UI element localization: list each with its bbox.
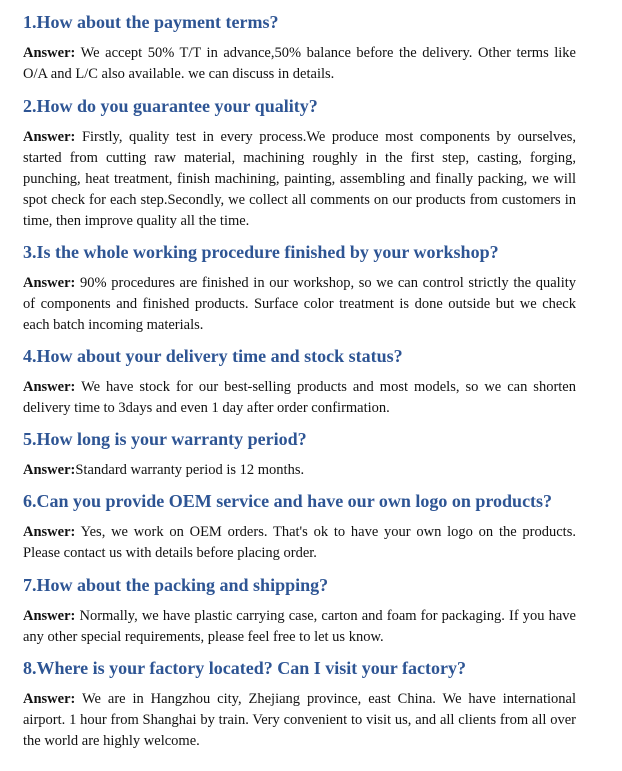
faq-answer-text-6: Yes, we work on OEM orders. That's ok to have your own logo on the products. Please contact us with details before placing order. — [23, 524, 576, 561]
faq-answer-5 — [23, 460, 576, 481]
faq-question-2: 2.How do you guarantee your quality? — [23, 96, 318, 116]
faq-question-4: 4.How about your delivery time and stock status? — [23, 346, 403, 366]
faq-item-6 — [23, 490, 576, 564]
faq-question-3: 3.Is the whole working procedure finished by your workshop? — [23, 242, 499, 262]
faq-answer-text-3: 90% procedures are finished in our workshop, so we can control strictly the quality of components and finished products. Surface color treatment is done outside but we check each batch incoming materials. — [23, 275, 576, 333]
faq-answer-8 — [23, 689, 576, 752]
answer-label: Answer: — [23, 379, 76, 395]
answer-label: Answer: — [23, 275, 76, 291]
faq-answer-6 — [23, 522, 576, 564]
faq-answer-text-1: We accept 50% T/T in advance,50% balance before the delivery. Other terms like O/A and L/C also available. we can discuss in details. — [23, 45, 576, 82]
faq-answer-text-2: Firstly, quality test in every process.We produce most components by ourselves, started from cutting raw material, machining roughly in the first step, casting, forging, punching, heat treatment, finish machining, painting, assembling and finally packing, we will spot check for each step.Secondly, we collect all comments on our products from customers in time, then improve quality all the time. — [23, 129, 577, 229]
faq-item-1 — [23, 11, 576, 85]
answer-label: Answer: — [23, 129, 76, 145]
faq-answer-3 — [23, 273, 576, 336]
faq-answer-1 — [23, 43, 576, 85]
faq-item-3 — [23, 241, 576, 336]
faq-item-2 — [23, 95, 576, 232]
answer-label: Answer: — [23, 45, 76, 61]
faq-question-1: 1.How about the payment terms? — [23, 12, 279, 32]
answer-label: Answer: — [23, 608, 76, 624]
faq-question-8: 8.Where is your factory located? Can I visit your factory? — [23, 658, 466, 678]
answer-label: Answer: — [23, 524, 76, 540]
faq-item-7 — [23, 574, 576, 648]
faq-answer-text-7: Normally, we have plastic carrying case, carton and foam for packaging. If you have any other special requirements, please feel free to let us know. — [23, 608, 576, 645]
faq-item-8 — [23, 657, 576, 752]
faq-answer-text-4: We have stock for our best-selling products and most models, so we can shorten delivery time to 3days and even 1 day after order confirmation. — [23, 379, 576, 416]
faq-question-5: 5.How long is your warranty period? — [23, 429, 307, 449]
faq-answer-text-5: Standard warranty period is 12 months. — [75, 462, 305, 478]
answer-label: Answer: — [23, 691, 76, 707]
faq-question-6: 6.Can you provide OEM service and have our own logo on products? — [23, 491, 553, 511]
faq-answer-4 — [23, 377, 576, 419]
faq-item-5 — [23, 428, 576, 481]
answer-label: Answer: — [23, 462, 76, 478]
faq-answer-2 — [23, 127, 576, 232]
faq-question-7: 7.How about the packing and shipping? — [23, 575, 329, 595]
faq-answer-text-8: We are in Hangzhou city, Zhejiang province, east China. We have international airport. 1 hour from Shanghai by train. Very convenient to visit us, and all clients from all over the world are highly welcome. — [23, 691, 576, 749]
faq-item-4 — [23, 345, 576, 419]
faq-answer-7 — [23, 606, 576, 648]
